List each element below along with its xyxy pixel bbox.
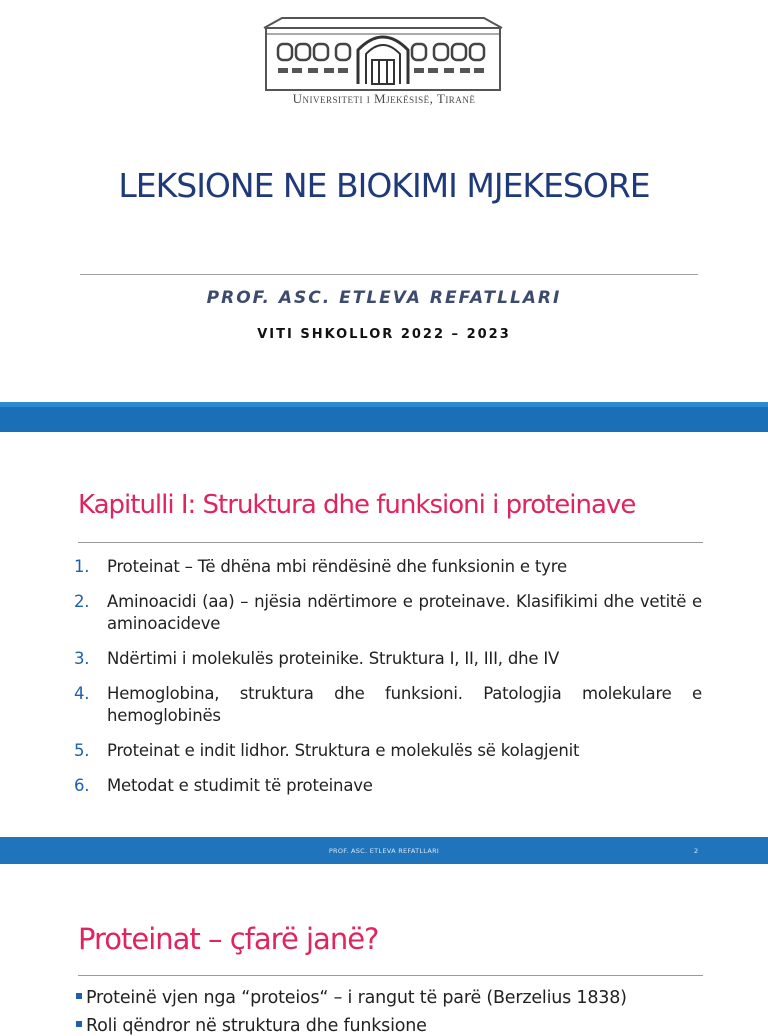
list-item [74, 648, 702, 670]
bullet-square-icon [76, 1021, 82, 1027]
item-text: Hemoglobina, struktura dhe funksioni. Patologjia molekulare e hemoglobinës [107, 684, 702, 725]
academic-year: VITI SHKOLLOR 2022 – 2023 [257, 327, 511, 342]
bullet-text: Roli qëndror në struktura dhe funksione [86, 1016, 427, 1036]
presentation-title: LEKSIONE NE BIOKIMI MJEKESORE [118, 166, 650, 205]
item-text: Aminoacidi (aa) – njësia ndërtimore e proteinave. Klasifikimi dhe vetitë e aminoacideve [107, 592, 702, 633]
item-number: 4. [74, 684, 90, 703]
list-item [74, 683, 702, 727]
section-divider [78, 975, 703, 976]
item-text: Proteinat e indit lidhor. Struktura e molekulës së kolagjenit [107, 741, 580, 760]
list-item [74, 740, 702, 762]
list-item [74, 591, 702, 635]
list-item [74, 775, 702, 797]
item-text: Ndërtimi i molekulës proteinike. Struktura I, II, III, dhe IV [107, 649, 560, 668]
title-slide [0, 0, 768, 402]
list-item [74, 556, 702, 578]
bullet-item-partial [76, 1016, 427, 1036]
page-number: 2 [694, 847, 699, 855]
section-title: Proteinat – çfarë janë? [78, 922, 379, 956]
item-number: 6. [74, 776, 90, 795]
item-number: 2. [74, 592, 90, 611]
chapter-title: Kapitulli I: Struktura dhe funksioni i proteinave [78, 490, 636, 520]
bullet-square-icon [76, 993, 82, 999]
chapter-divider [78, 542, 703, 543]
author-name: PROF. ASC. ETLEVA REFATLLARI [206, 288, 562, 308]
slide-separator-band [0, 407, 768, 432]
item-number: 3. [74, 649, 90, 668]
item-text: Proteinat – Të dhëna mbi rëndësinë dhe funksionin e tyre [107, 557, 567, 576]
university-name: Universiteti i Mjekësisë, Tiranë [292, 91, 476, 106]
bullet-text: Proteinë vjen nga “proteios“ – i rangut të parë (Berzelius 1838) [86, 988, 627, 1008]
title-divider [80, 274, 698, 275]
item-number: 5. [74, 741, 90, 760]
bullet-item [76, 988, 627, 1008]
footer-author: PROF. ASC. ETLEVA REFATLLARI [328, 847, 440, 855]
item-text: Metodat e studimit të proteinave [107, 776, 373, 795]
item-number: 1. [74, 557, 90, 576]
chapter-topic-list [74, 556, 702, 810]
